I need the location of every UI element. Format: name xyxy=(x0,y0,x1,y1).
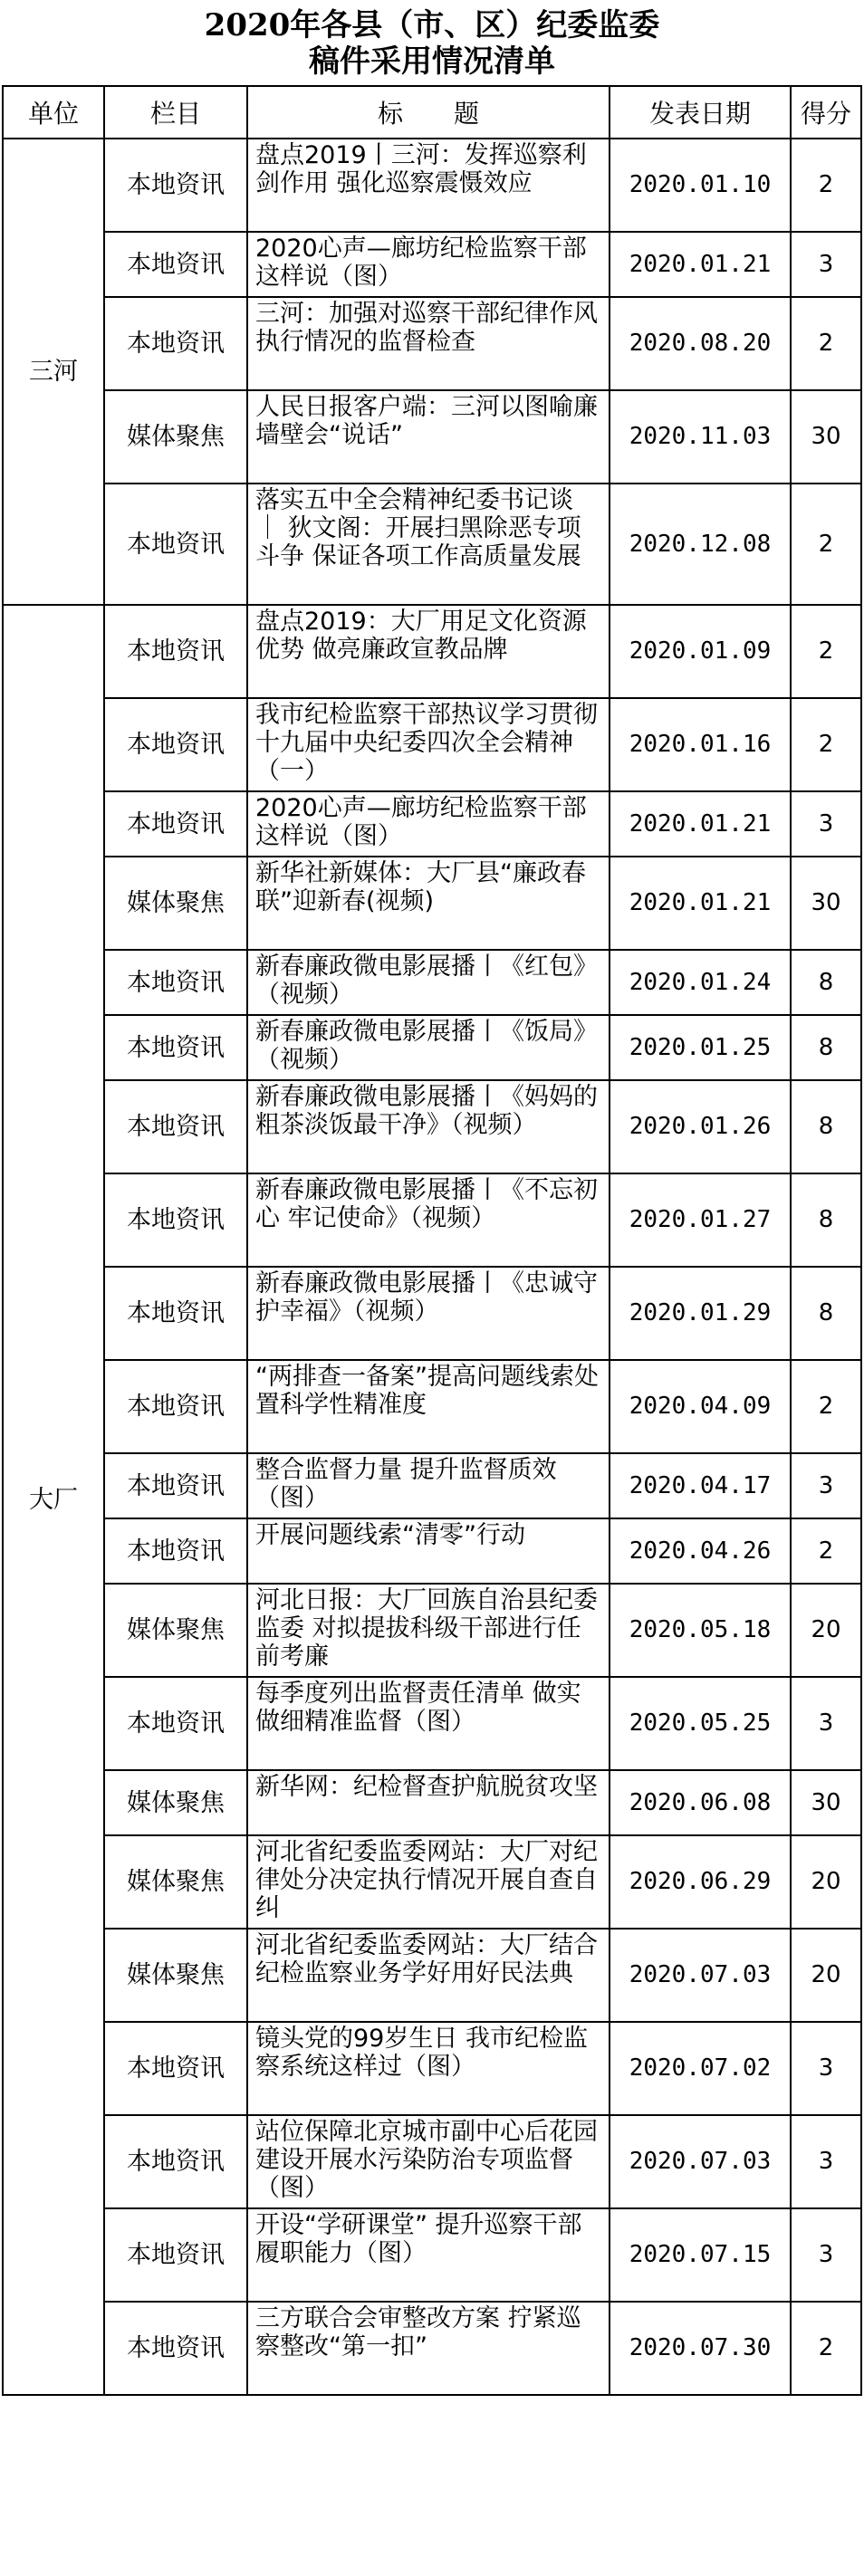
column-cell: 本地资讯 xyxy=(104,2208,247,2302)
table-row xyxy=(3,1518,861,1584)
title-cell: 2020心声—廊坊纪检监察干部这样说（图） xyxy=(247,232,610,297)
date-cell: 2020.04.17 xyxy=(610,1453,791,1518)
manuscript-table xyxy=(2,85,862,2396)
score-cell: 8 xyxy=(791,1267,861,1360)
score-cell: 8 xyxy=(791,950,861,1015)
table-row xyxy=(3,791,861,857)
column-cell: 本地资讯 xyxy=(104,2115,247,2208)
title-line-2: 稿件采用情况清单 xyxy=(309,43,555,80)
title-cell: 站位保障北京城市副中心后花园建设开展水污染防治专项监督（图） xyxy=(247,2115,610,2208)
score-cell: 2 xyxy=(791,1518,861,1584)
date-cell: 2020.06.08 xyxy=(610,1770,791,1835)
column-cell: 本地资讯 xyxy=(104,698,247,791)
title-cell: 河北省纪委监委网站：大厂对纪律处分决定执行情况开展自查自纠 xyxy=(247,1835,610,1929)
table-row xyxy=(3,232,861,297)
column-cell: 本地资讯 xyxy=(104,2022,247,2115)
score-cell: 2 xyxy=(791,1360,861,1453)
unit-cell: 大厂 xyxy=(3,605,104,2395)
title-cell: 盘点2019：大厂用足文化资源优势 做亮廉政宣教品牌 xyxy=(247,605,610,698)
date-cell: 2020.05.25 xyxy=(610,1677,791,1770)
table-row xyxy=(3,1173,861,1267)
header-title: 标 题 xyxy=(247,86,610,139)
score-cell: 20 xyxy=(791,1835,861,1929)
column-cell: 本地资讯 xyxy=(104,1518,247,1584)
date-cell: 2020.07.30 xyxy=(610,2302,791,2395)
score-cell: 3 xyxy=(791,1677,861,1770)
date-cell: 2020.06.29 xyxy=(610,1835,791,1929)
title-cell: 新华网：纪检督查护航脱贫攻坚 xyxy=(247,1770,610,1835)
table-row xyxy=(3,1835,861,1929)
title-cell: 新华社新媒体：大厂县“廉政春联”迎新春(视频) xyxy=(247,857,610,950)
date-cell: 2020.01.16 xyxy=(610,698,791,791)
date-cell: 2020.07.03 xyxy=(610,2115,791,2208)
date-cell: 2020.04.26 xyxy=(610,1518,791,1584)
title-cell: 镜头党的99岁生日 我市纪检监察系统这样过（图） xyxy=(247,2022,610,2115)
title-cell: 开设“学研课堂” 提升巡察干部履职能力（图） xyxy=(247,2208,610,2302)
score-cell: 30 xyxy=(791,1770,861,1835)
column-cell: 媒体聚焦 xyxy=(104,1770,247,1835)
column-cell: 本地资讯 xyxy=(104,1173,247,1267)
score-cell: 3 xyxy=(791,1453,861,1518)
table-row xyxy=(3,857,861,950)
title-cell: 新春廉政微电影展播丨《妈妈的粗茶淡饭最干净》（视频） xyxy=(247,1080,610,1173)
title-cell: 新春廉政微电影展播丨《饭局》（视频） xyxy=(247,1015,610,1080)
title-line-1: 2020年各县（市、区）纪委监委 xyxy=(204,7,660,43)
table-row xyxy=(3,297,861,390)
table-row xyxy=(3,2302,861,2395)
title-cell: 2020心声—廊坊纪检监察干部这样说（图） xyxy=(247,791,610,857)
header-column: 栏目 xyxy=(104,86,247,139)
column-cell: 本地资讯 xyxy=(104,139,247,232)
table-row xyxy=(3,139,861,232)
table-row xyxy=(3,1770,861,1835)
score-cell: 3 xyxy=(791,2208,861,2302)
header-score: 得分 xyxy=(791,86,861,139)
score-cell: 30 xyxy=(791,857,861,950)
date-cell: 2020.12.08 xyxy=(610,484,791,605)
table-row xyxy=(3,1015,861,1080)
table-row xyxy=(3,390,861,484)
score-cell: 2 xyxy=(791,297,861,390)
table-row xyxy=(3,1677,861,1770)
title-cell: 整合监督力量 提升监督质效（图） xyxy=(247,1453,610,1518)
column-cell: 本地资讯 xyxy=(104,1015,247,1080)
table-row xyxy=(3,1453,861,1518)
date-cell: 2020.07.15 xyxy=(610,2208,791,2302)
date-cell: 2020.05.18 xyxy=(610,1584,791,1677)
title-cell: 新春廉政微电影展播丨《红包》（视频） xyxy=(247,950,610,1015)
date-cell: 2020.08.20 xyxy=(610,297,791,390)
score-cell: 3 xyxy=(791,2022,861,2115)
column-cell: 媒体聚焦 xyxy=(104,1584,247,1677)
document-title xyxy=(0,0,864,85)
date-cell: 2020.01.29 xyxy=(610,1267,791,1360)
table-row xyxy=(3,1267,861,1360)
date-cell: 2020.01.25 xyxy=(610,1015,791,1080)
score-cell: 2 xyxy=(791,605,861,698)
column-cell: 本地资讯 xyxy=(104,1080,247,1173)
date-cell: 2020.01.26 xyxy=(610,1080,791,1173)
column-cell: 本地资讯 xyxy=(104,2302,247,2395)
date-cell: 2020.01.24 xyxy=(610,950,791,1015)
column-cell: 媒体聚焦 xyxy=(104,857,247,950)
table-row xyxy=(3,1584,861,1677)
table-row xyxy=(3,1080,861,1173)
header-date: 发表日期 xyxy=(610,86,791,139)
date-cell: 2020.07.02 xyxy=(610,2022,791,2115)
title-cell: 河北省纪委监委网站：大厂结合纪检监察业务学好用好民法典 xyxy=(247,1929,610,2022)
column-cell: 本地资讯 xyxy=(104,1360,247,1453)
column-cell: 本地资讯 xyxy=(104,297,247,390)
column-cell: 媒体聚焦 xyxy=(104,1929,247,2022)
table-row xyxy=(3,605,861,698)
column-cell: 媒体聚焦 xyxy=(104,390,247,484)
table-row xyxy=(3,698,861,791)
score-cell: 20 xyxy=(791,1929,861,2022)
title-cell: 三河：加强对巡察干部纪律作风执行情况的监督检查 xyxy=(247,297,610,390)
title-cell: 盘点2019丨三河：发挥巡察利剑作用 强化巡察震慑效应 xyxy=(247,139,610,232)
table-row xyxy=(3,2208,861,2302)
title-cell: 落实五中全会精神纪委书记谈 ｜ 狄文阁：开展扫黑除恶专项斗争 保证各项工作高质量发展 xyxy=(247,484,610,605)
title-cell: 开展问题线索“清零”行动 xyxy=(247,1518,610,1584)
column-cell: 媒体聚焦 xyxy=(104,1835,247,1929)
table-row xyxy=(3,2022,861,2115)
title-cell: 人民日报客户端：三河以图喻廉 墙壁会“说话” xyxy=(247,390,610,484)
header-row xyxy=(3,86,861,139)
title-cell: 三方联合会审整改方案 拧紧巡察整改“第一扣” xyxy=(247,2302,610,2395)
table-row xyxy=(3,484,861,605)
column-cell: 本地资讯 xyxy=(104,605,247,698)
title-cell: 河北日报：大厂回族自治县纪委监委 对拟提拔科级干部进行任前考廉 xyxy=(247,1584,610,1677)
date-cell: 2020.01.21 xyxy=(610,232,791,297)
score-cell: 20 xyxy=(791,1584,861,1677)
score-cell: 2 xyxy=(791,2302,861,2395)
table-row xyxy=(3,2115,861,2208)
score-cell: 2 xyxy=(791,139,861,232)
date-cell: 2020.01.09 xyxy=(610,605,791,698)
score-cell: 8 xyxy=(791,1015,861,1080)
column-cell: 本地资讯 xyxy=(104,950,247,1015)
score-cell: 3 xyxy=(791,232,861,297)
table-row xyxy=(3,950,861,1015)
table-row xyxy=(3,1929,861,2022)
column-cell: 本地资讯 xyxy=(104,791,247,857)
header-unit: 单位 xyxy=(3,86,104,139)
title-cell: 新春廉政微电影展播丨《不忘初心 牢记使命》（视频） xyxy=(247,1173,610,1267)
date-cell: 2020.07.03 xyxy=(610,1929,791,2022)
score-cell: 3 xyxy=(791,2115,861,2208)
table-body xyxy=(3,139,861,2395)
title-cell: 每季度列出监督责任清单 做实做细精准监督（图） xyxy=(247,1677,610,1770)
unit-cell: 三河 xyxy=(3,139,104,605)
date-cell: 2020.04.09 xyxy=(610,1360,791,1453)
column-cell: 本地资讯 xyxy=(104,1453,247,1518)
column-cell: 本地资讯 xyxy=(104,1677,247,1770)
score-cell: 30 xyxy=(791,390,861,484)
title-cell: 我市纪检监察干部热议学习贯彻十九届中央纪委四次全会精神（一） xyxy=(247,698,610,791)
date-cell: 2020.01.27 xyxy=(610,1173,791,1267)
column-cell: 本地资讯 xyxy=(104,484,247,605)
score-cell: 2 xyxy=(791,698,861,791)
score-cell: 3 xyxy=(791,791,861,857)
table-row xyxy=(3,1360,861,1453)
date-cell: 2020.01.10 xyxy=(610,139,791,232)
score-cell: 8 xyxy=(791,1173,861,1267)
title-cell: “两排查一备案”提高问题线索处置科学性精准度 xyxy=(247,1360,610,1453)
score-cell: 2 xyxy=(791,484,861,605)
date-cell: 2020.01.21 xyxy=(610,791,791,857)
column-cell: 本地资讯 xyxy=(104,1267,247,1360)
column-cell: 本地资讯 xyxy=(104,232,247,297)
date-cell: 2020.11.03 xyxy=(610,390,791,484)
date-cell: 2020.01.21 xyxy=(610,857,791,950)
score-cell: 8 xyxy=(791,1080,861,1173)
title-cell: 新春廉政微电影展播丨《忠诚守护幸福》（视频） xyxy=(247,1267,610,1360)
